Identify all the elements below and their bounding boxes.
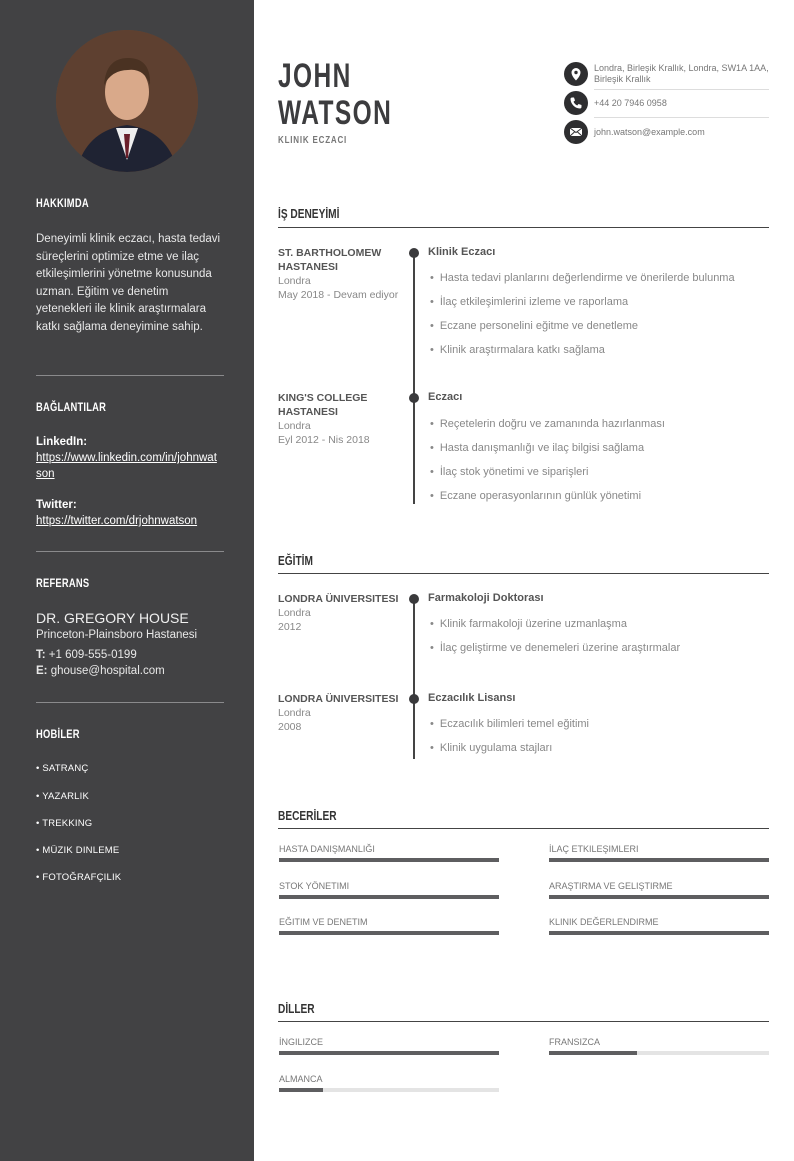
hobby-item: • TREKKING xyxy=(36,818,93,829)
language-level-bar xyxy=(279,1088,499,1092)
skills-heading: BECERİLER xyxy=(278,808,337,823)
about-heading: HAKKIMDA xyxy=(36,196,89,210)
reference-heading: REFERANS xyxy=(36,576,90,590)
timeline-dot xyxy=(409,694,419,704)
section-rule xyxy=(278,573,769,574)
bullet-item: • İlaç geliştirme ve denemeleri üzerine araştırmalar xyxy=(430,642,680,654)
about-text: Deneyimli klinik eczacı, hasta tedavi süreçlerini optimize etme ve ilaç etkileşimlerini yönetme konusunda uzman. Eğitim ve denetim yetenekleri ile klinik araştırmalara katkı sağlama deneyimine sahip. xyxy=(36,233,221,333)
education-org xyxy=(278,692,403,734)
timeline-dot xyxy=(409,393,419,403)
phone-value: +1 609-555-0199 xyxy=(48,649,137,661)
experience-org xyxy=(278,391,403,447)
contact-phone: +44 20 7946 0958 xyxy=(594,98,667,108)
org-dates: 2008 xyxy=(278,721,302,733)
phone-label: T: xyxy=(36,649,46,661)
language-level-fill xyxy=(279,1051,499,1055)
language-level-bar xyxy=(279,1051,499,1055)
timeline-dot xyxy=(409,594,419,604)
job-title: KLINIK ECZACI xyxy=(278,135,348,146)
twitter-link[interactable]: https://twitter.com/drjohnwatson xyxy=(36,515,198,527)
timeline-dot xyxy=(409,248,419,258)
skill-name: STOK YÖNETIMI xyxy=(279,880,350,891)
bullet-item: • Klinik uygulama stajları xyxy=(430,742,552,754)
divider xyxy=(36,375,224,376)
bullet-item: • Eczane personelini eğitme ve denetleme xyxy=(430,320,638,332)
hobby-item: • FOTOĞRAFÇILIK xyxy=(36,872,122,883)
section-rule xyxy=(278,1021,769,1022)
education-heading: EĞİTİM xyxy=(278,553,313,568)
links-heading: BAĞLANTILAR xyxy=(36,400,107,414)
hobby-item: • YAZARLIK xyxy=(36,791,90,802)
contact-address: Londra, Birleşik Krallık, Londra, SW1A 1AA, Birleşik Krallık xyxy=(594,63,769,84)
email-label: E: xyxy=(36,665,48,677)
twitter-label: Twitter: xyxy=(36,499,77,511)
divider xyxy=(36,702,224,703)
first-name: JOHN xyxy=(278,57,352,95)
language-level-fill xyxy=(549,1051,637,1055)
org-city: Londra xyxy=(278,607,311,619)
skill-level-fill xyxy=(279,931,499,935)
bullet-item: • Hasta tedavi planlarını değerlendirme ve önerilerde bulunma xyxy=(430,272,735,284)
linkedin-link[interactable]: https://www.linkedin.com/in/johnwatson xyxy=(36,452,217,480)
skill-level-fill xyxy=(549,931,769,935)
org-dates: 2012 xyxy=(278,621,302,633)
sidebar xyxy=(0,0,254,1161)
languages-heading: DİLLER xyxy=(278,1001,315,1016)
language-level-fill xyxy=(279,1088,323,1092)
skill-level-bar xyxy=(279,931,499,935)
bullet-item: • İlaç etkileşimlerini izleme ve raporlama xyxy=(430,296,628,308)
language-name: ALMANCA xyxy=(279,1074,323,1084)
education-org xyxy=(278,592,403,634)
role-title: Eczacı xyxy=(428,391,463,403)
linkedin-link-block xyxy=(36,434,222,482)
linkedin-label: LinkedIn: xyxy=(36,436,88,448)
skill-level-bar xyxy=(549,858,769,862)
language-level-bar xyxy=(549,1051,769,1055)
org-dates: Eyl 2012 - Nis 2018 xyxy=(278,434,370,446)
skill-name: ARAŞTIRMA VE GELIŞTIRME xyxy=(549,880,673,891)
divider xyxy=(594,117,769,118)
degree-title: Farmakoloji Doktorası xyxy=(428,592,544,604)
profile-photo xyxy=(56,30,198,172)
email-icon xyxy=(564,120,588,144)
skill-level-bar xyxy=(279,858,499,862)
last-name: WATSON xyxy=(278,94,393,132)
skill-level-fill xyxy=(549,895,769,899)
skill-name: EĞITIM VE DENETIM xyxy=(279,917,368,927)
skill-level-fill xyxy=(279,858,499,862)
section-rule xyxy=(278,227,769,228)
timeline-line xyxy=(413,598,415,759)
skill-level-bar xyxy=(279,895,499,899)
hobbies-heading: HOBİLER xyxy=(36,727,80,741)
role-title: Klinik Eczacı xyxy=(428,246,496,258)
hobby-item: • MÜZIK DINLEME xyxy=(36,845,120,856)
skill-level-fill xyxy=(549,858,769,862)
org-dates: May 2018 - Devam ediyor xyxy=(278,289,399,301)
reference-email xyxy=(36,665,165,677)
org-name: ST. BARTHOLOMEW HASTANESI xyxy=(278,247,382,273)
hobby-item: • SATRANÇ xyxy=(36,763,89,774)
twitter-link-block xyxy=(36,497,226,529)
bullet-item: • Eczane operasyonlarının günlük yönetimi xyxy=(430,490,641,502)
org-name: LONDRA ÜNIVERSITESI xyxy=(278,593,399,605)
skill-level-fill xyxy=(279,895,499,899)
section-rule xyxy=(278,828,769,829)
bullet-item: • İlaç stok yönetimi ve siparişleri xyxy=(430,466,588,478)
language-name: İNGILIZCE xyxy=(279,1037,324,1047)
language-name: FRANSIZCA xyxy=(549,1037,601,1047)
bullet-item: • Reçetelerin doğru ve zamanında hazırlanması xyxy=(430,418,665,430)
experience-heading: İŞ DENEYİMİ xyxy=(278,206,340,221)
reference-org: Princeton-Plainsboro Hastanesi xyxy=(36,629,198,641)
timeline-line xyxy=(413,252,415,504)
bullet-item: • Eczacılık bilimleri temel eğitimi xyxy=(430,718,589,730)
skill-name: HASTA DANIŞMANLIĞI xyxy=(279,844,375,854)
divider xyxy=(594,89,769,90)
location-pin-icon xyxy=(564,62,588,86)
skill-level-bar xyxy=(549,895,769,899)
org-city: Londra xyxy=(278,275,311,287)
org-name: LONDRA ÜNIVERSITESI xyxy=(278,693,399,705)
bullet-item: • Hasta danışmanlığı ve ilaç bilgisi sağlama xyxy=(430,442,644,454)
org-city: Londra xyxy=(278,420,311,432)
skill-name: İLAÇ ETKILEŞIMLERI xyxy=(549,844,639,854)
divider xyxy=(36,551,224,552)
bullet-item: • Klinik farmakoloji üzerine uzmanlaşma xyxy=(430,618,627,630)
degree-title: Eczacılık Lisansı xyxy=(428,692,516,704)
email-value: ghouse@hospital.com xyxy=(50,665,165,677)
org-name: KING'S COLLEGE HASTANESI xyxy=(278,392,368,418)
skill-level-bar xyxy=(549,931,769,935)
org-city: Londra xyxy=(278,707,311,719)
phone-icon xyxy=(564,91,588,115)
reference-name: DR. GREGORY HOUSE xyxy=(36,610,189,626)
reference-phone xyxy=(36,649,137,661)
bullet-item: • Klinik araştırmalara katkı sağlama xyxy=(430,344,605,356)
experience-org xyxy=(278,246,403,302)
contact-email[interactable]: john.watson@example.com xyxy=(594,127,705,137)
skill-name: KLINIK DEĞERLENDIRME xyxy=(549,917,659,927)
